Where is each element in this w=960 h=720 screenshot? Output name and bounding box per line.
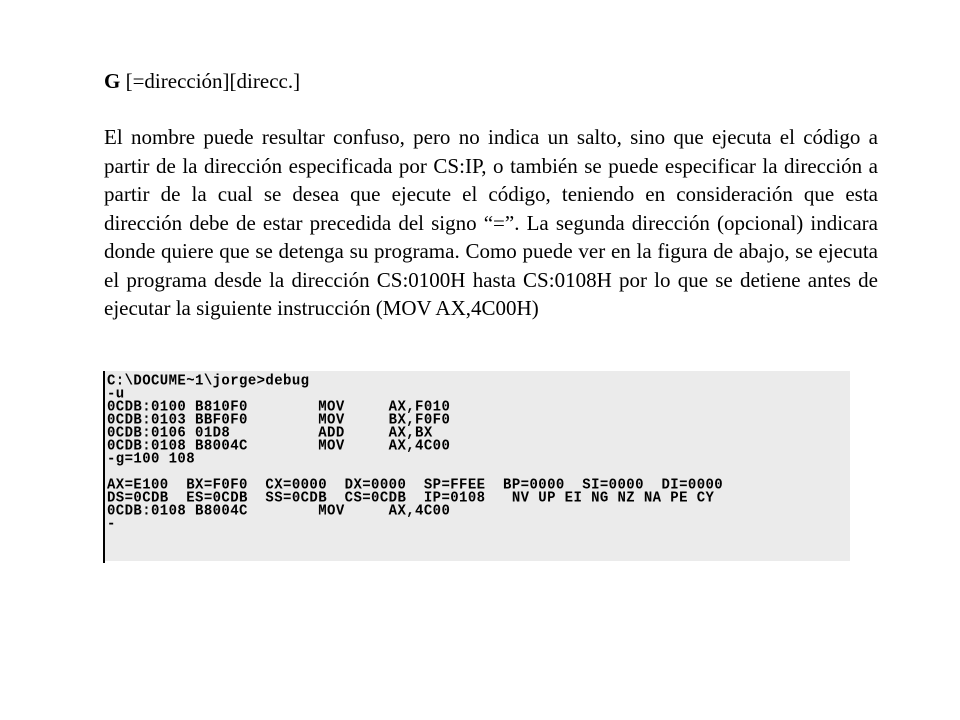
console-line: 0CDB:0100 B810F0 MOV AX,F010 — [107, 398, 451, 416]
command-syntax: [=dirección][direcc.] — [125, 69, 301, 93]
command-heading — [104, 68, 878, 94]
console-line: DS=0CDB ES=0CDB SS=0CDB CS=0CDB IP=0108 NV UP EI NG NZ NA PE CY — [107, 489, 715, 507]
command-name: G — [104, 69, 121, 93]
console-line: -u — [107, 385, 125, 403]
console-line: 0CDB:0108 B8004C MOV AX,4C00 — [107, 502, 451, 520]
console-line: AX=E100 BX=F0F0 CX=0000 DX=0000 SP=FFEE BP=0000 SI=0000 DI=0000 — [107, 476, 724, 494]
console-line: 0CDB:0106 01D8 ADD AX,BX — [107, 424, 433, 442]
console-line: 0CDB:0103 BBF0F0 MOV BX,F0F0 — [107, 411, 451, 429]
console-line: - — [107, 515, 116, 533]
debug-console-screenshot — [103, 371, 850, 563]
console-line: C:\DOCUME~1\jorge>debug — [107, 372, 310, 390]
console-line: -g=100 108 — [107, 450, 196, 468]
document-body — [104, 68, 878, 323]
description-paragraph: El nombre puede resultar confuso, pero no indica un salto, sino que ejecuta el código a partir de la dirección especificada por CS:IP, o también se puede especificar la dirección a partir de la cual se desea que ejecute el código, teniendo en consideración que esta dirección debe de estar precedida del signo “=”. La segunda dirección (opcional) indicara donde quiere que se detenga su programa. Como puede ver en la figura de abajo, se ejecuta el programa desde la dirección CS:0100H hasta CS:0108H por lo que se detiene antes de ejecutar la siguiente instrucción (MOV AX,4C00H) — [104, 125, 878, 320]
console-line: 0CDB:0108 B8004C MOV AX,4C00 — [107, 437, 451, 455]
